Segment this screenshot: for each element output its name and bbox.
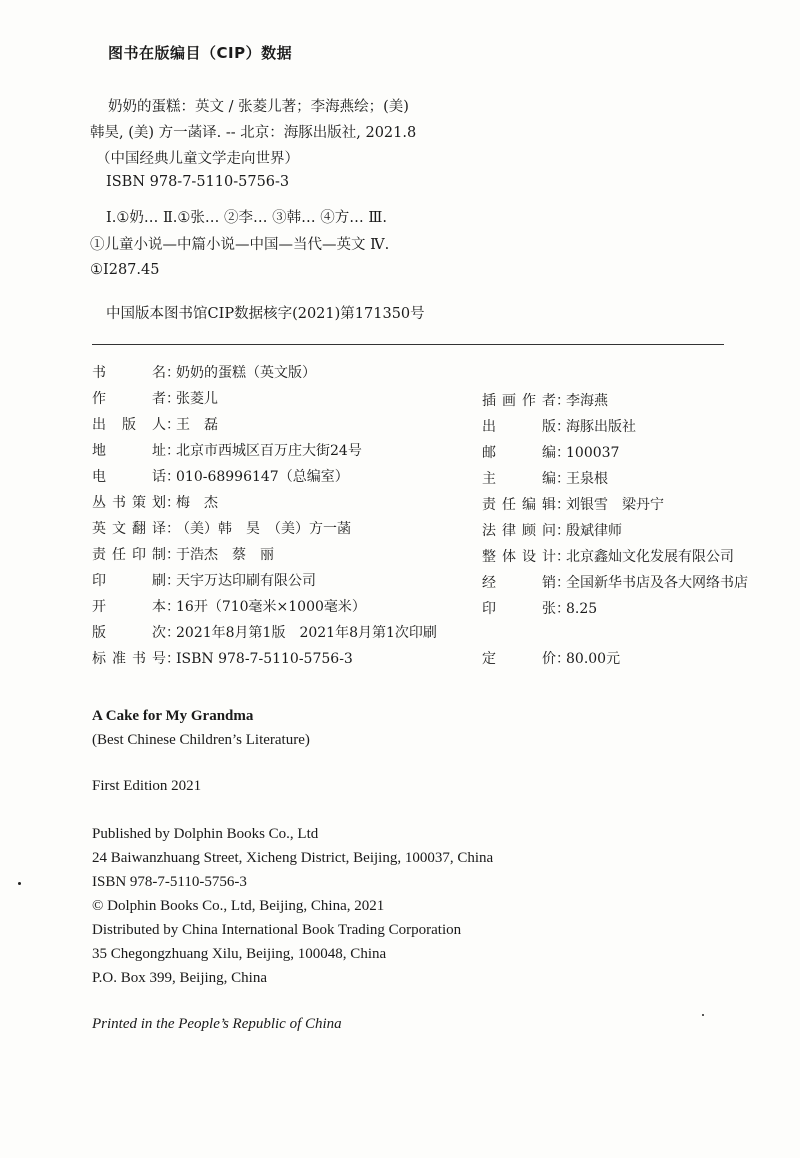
info-row: 作者：张菱儿: [92, 391, 218, 407]
info-row: 版次：2021年8月第1版 2021年8月第1次印刷: [92, 625, 437, 641]
scan-speck: [18, 882, 21, 885]
info-row: 开本：16开（710毫米×1000毫米）: [92, 599, 366, 615]
info-row: 定价：80.00元: [482, 651, 621, 667]
cip-line-translator-publisher: 韩昊, (美) 方一菡译. -- 北京：海豚出版社, 2021.8: [90, 125, 417, 141]
info-row: 主编：王泉根: [482, 471, 608, 487]
cip-line-index-1: Ⅰ.①奶… Ⅱ.①张… ②李… ③韩… ④方… Ⅲ.: [106, 210, 387, 226]
english-po-box: P.O. Box 399, Beijing, China: [92, 970, 268, 986]
cip-line-classification: ①I287.45: [90, 262, 160, 278]
info-row: 印刷：天宇万达印刷有限公司: [92, 573, 316, 589]
english-title: A Cake for My Grandma: [92, 708, 254, 724]
english-isbn: ISBN 978-7-5110-5756-3: [92, 874, 247, 890]
info-row: 地址：北京市西城区百万庄大街24号: [92, 443, 362, 459]
info-row: 整体设计：北京鑫灿文化发展有限公司: [482, 549, 734, 565]
cip-line-title-author: 奶奶的蛋糕：英文 / 张菱儿著；李海燕绘；(美): [108, 99, 409, 115]
info-row: 插画作者：李海燕: [482, 393, 608, 409]
info-row: 标准书号：ISBN 978-7-5110-5756-3: [92, 651, 353, 667]
info-row: 出版：海豚出版社: [482, 419, 636, 435]
scan-speck: [702, 1014, 704, 1016]
cip-line-series: （中国经典儿童文学走向世界）: [96, 151, 299, 167]
cip-line-isbn: ISBN 978-7-5110-5756-3: [106, 174, 290, 190]
english-distributor: Distributed by China International Book Trading Corporation: [92, 922, 462, 938]
english-series: (Best Chinese Children’s Literature): [92, 732, 310, 748]
english-distributor-address: 35 Chegongzhuang Xilu, Beijing, 100048, China: [92, 946, 387, 962]
info-row: 印张：8.25: [482, 601, 598, 617]
info-row: 责任编辑：刘银雪 梁丹宁: [482, 497, 664, 513]
info-row: 英文翻译：（美）韩 昊 （美）方一菡: [92, 521, 351, 537]
cip-line-index-2: ①儿童小说—中篇小说—中国—当代—英文 Ⅳ.: [90, 237, 390, 253]
info-row: 邮编：100037: [482, 445, 620, 461]
english-copyright: © Dolphin Books Co., Ltd, Beijing, China, 2021: [92, 898, 385, 914]
english-address: 24 Baiwanzhuang Street, Xicheng District, Beijing, 100037, China: [92, 850, 494, 866]
section-divider: [92, 344, 724, 345]
english-publisher: Published by Dolphin Books Co., Ltd: [92, 826, 319, 842]
info-row: 书名：奶奶的蛋糕（英文版）: [92, 365, 316, 381]
info-row: 经销：全国新华书店及各大网络书店: [482, 575, 748, 591]
english-printed-in: Printed in the People’s Republic of China: [92, 1016, 342, 1032]
info-row: 电话：010-68996147（总编室）: [92, 469, 349, 485]
cip-line-record-number: 中国版本图书馆CIP数据核字(2021)第171350号: [106, 306, 425, 322]
info-row: 法律顾问：殷斌律师: [482, 523, 622, 539]
info-row: 丛书策划：梅 杰: [92, 495, 218, 511]
info-row: 责任印制：于浩杰 蔡 丽: [92, 547, 274, 563]
english-edition: First Edition 2021: [92, 778, 202, 794]
info-row: 出版人：王 磊: [92, 417, 218, 433]
cip-title: 图书在版编目（CIP）数据: [108, 44, 293, 62]
